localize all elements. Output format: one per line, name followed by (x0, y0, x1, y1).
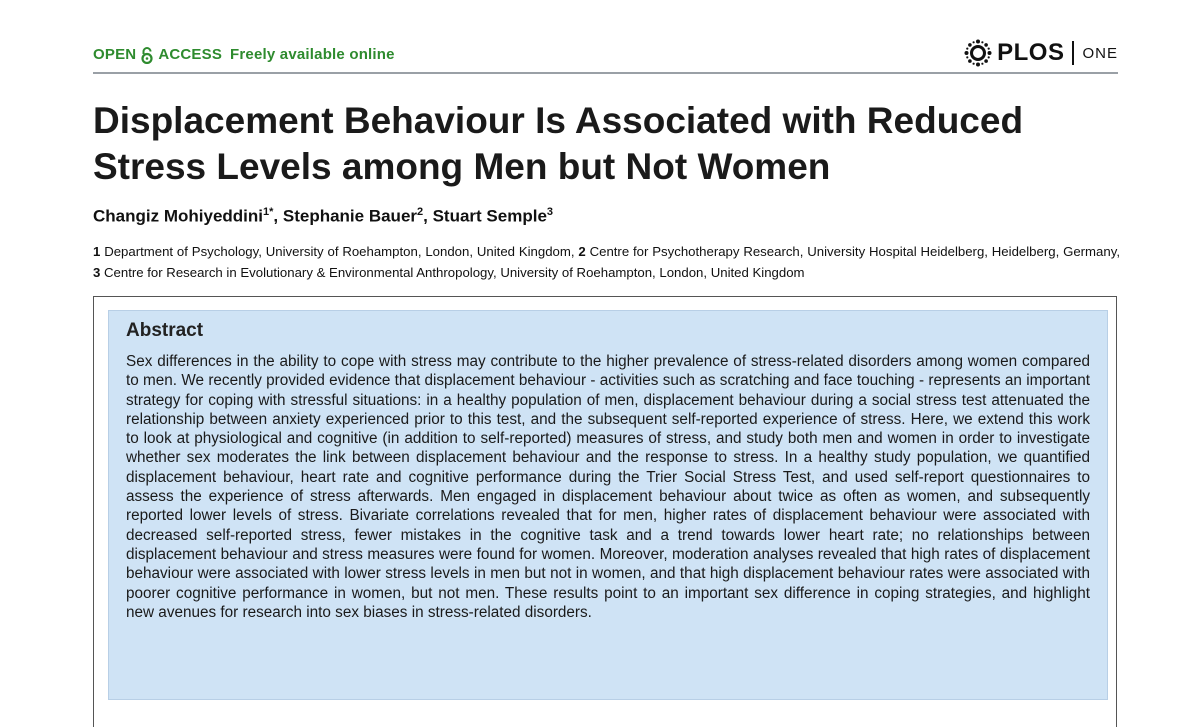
author-separator: , (273, 206, 283, 226)
freely-available-text: Freely available online (230, 46, 395, 63)
author-name[interactable]: Stephanie Bauer (282, 206, 418, 226)
affiliation-number: 2 (578, 244, 586, 259)
journal-header (93, 38, 1118, 74)
affiliation-number: 1 (93, 244, 101, 259)
author-affiliation-mark: 1* (263, 206, 274, 218)
affiliation-text: Centre for Research in Evolutionary & Environmental Anthropology, University of Roehampton, London, United Kingdom (100, 265, 805, 280)
author-affiliation-mark: 3 (546, 206, 554, 218)
abstract-heading: Abstract (126, 320, 204, 341)
author-separator: , (423, 206, 433, 226)
affiliation-text: Department of Psychology, University of Roehampton, London, United Kingdom, (100, 244, 579, 259)
open-access-lock-icon (140, 47, 154, 63)
affiliations (93, 241, 1120, 283)
plos-one-logo[interactable] (963, 38, 1118, 68)
affiliation-text: Centre for Psychotherapy Research, University Hospital Heidelberg, Heidelberg, Germany, (585, 244, 1120, 259)
abstract-body: Sex differences in the ability to cope with stress may contribute to the higher prevalence of stress-related disorders among women compared to men. We recently provided evidence that displacement behaviour - activities such as scratching and face touching - represents an important strategy for coping with stressful situations: in a healthy population of men, displacement behaviour during a social stress test attenuated the relationship between anxiety experienced prior to this test, and the subsequent self-reported experience of stress. Here, we extend this work to look at physiological and cognitive (in addition to self-reported) measures of stress, and study both men and women in order to investigate whether sex moderates the link between displacement behaviour and the response to stress. In a healthy study population, we quantified displacement behaviour, heart rate and cognitive performance during the Trier Social Stress Test, and used self-report questionnaires to assess the experience of stress afterwards. Men engaged in displacement behaviour about twice as often as women, and subsequently reported lower levels of stress. Bivariate correlations revealed that for men, higher rates of displacement behaviour were associated with decreased self-reported stress, fewer mistakes in the cognitive task and a trend towards lower heart rate; no relationships between displacement behaviour and stress measures were found for women. Moreover, moderation analyses revealed that high rates of displacement behaviour were associated with lower stress levels in men but not in women, and that high displacement behaviour rates were associated with poorer cognitive performance in women, but not men. These results point to an important sex difference in coping strategies, and highlight new avenues for research into sex biases in stress-related disorders. (126, 353, 1090, 621)
author-name[interactable]: Changiz Mohiyeddini (93, 206, 263, 226)
author-list (93, 206, 553, 227)
one-wordmark: ONE (1082, 44, 1118, 62)
open-text: OPEN (93, 46, 137, 63)
logo-divider (1072, 41, 1074, 65)
plos-wordmark: PLOS (997, 39, 1065, 66)
access-text: ACCESS (158, 46, 223, 63)
plos-sun-icon (963, 38, 993, 68)
affiliation-number: 3 (93, 265, 101, 280)
author-affiliation-mark: 2 (417, 206, 424, 218)
article-title: Displacement Behaviour Is Associated with Reduced Stress Levels among Men but Not Women (93, 100, 1024, 187)
open-access-label (93, 46, 395, 63)
author-name[interactable]: Stuart Semple (432, 206, 547, 226)
